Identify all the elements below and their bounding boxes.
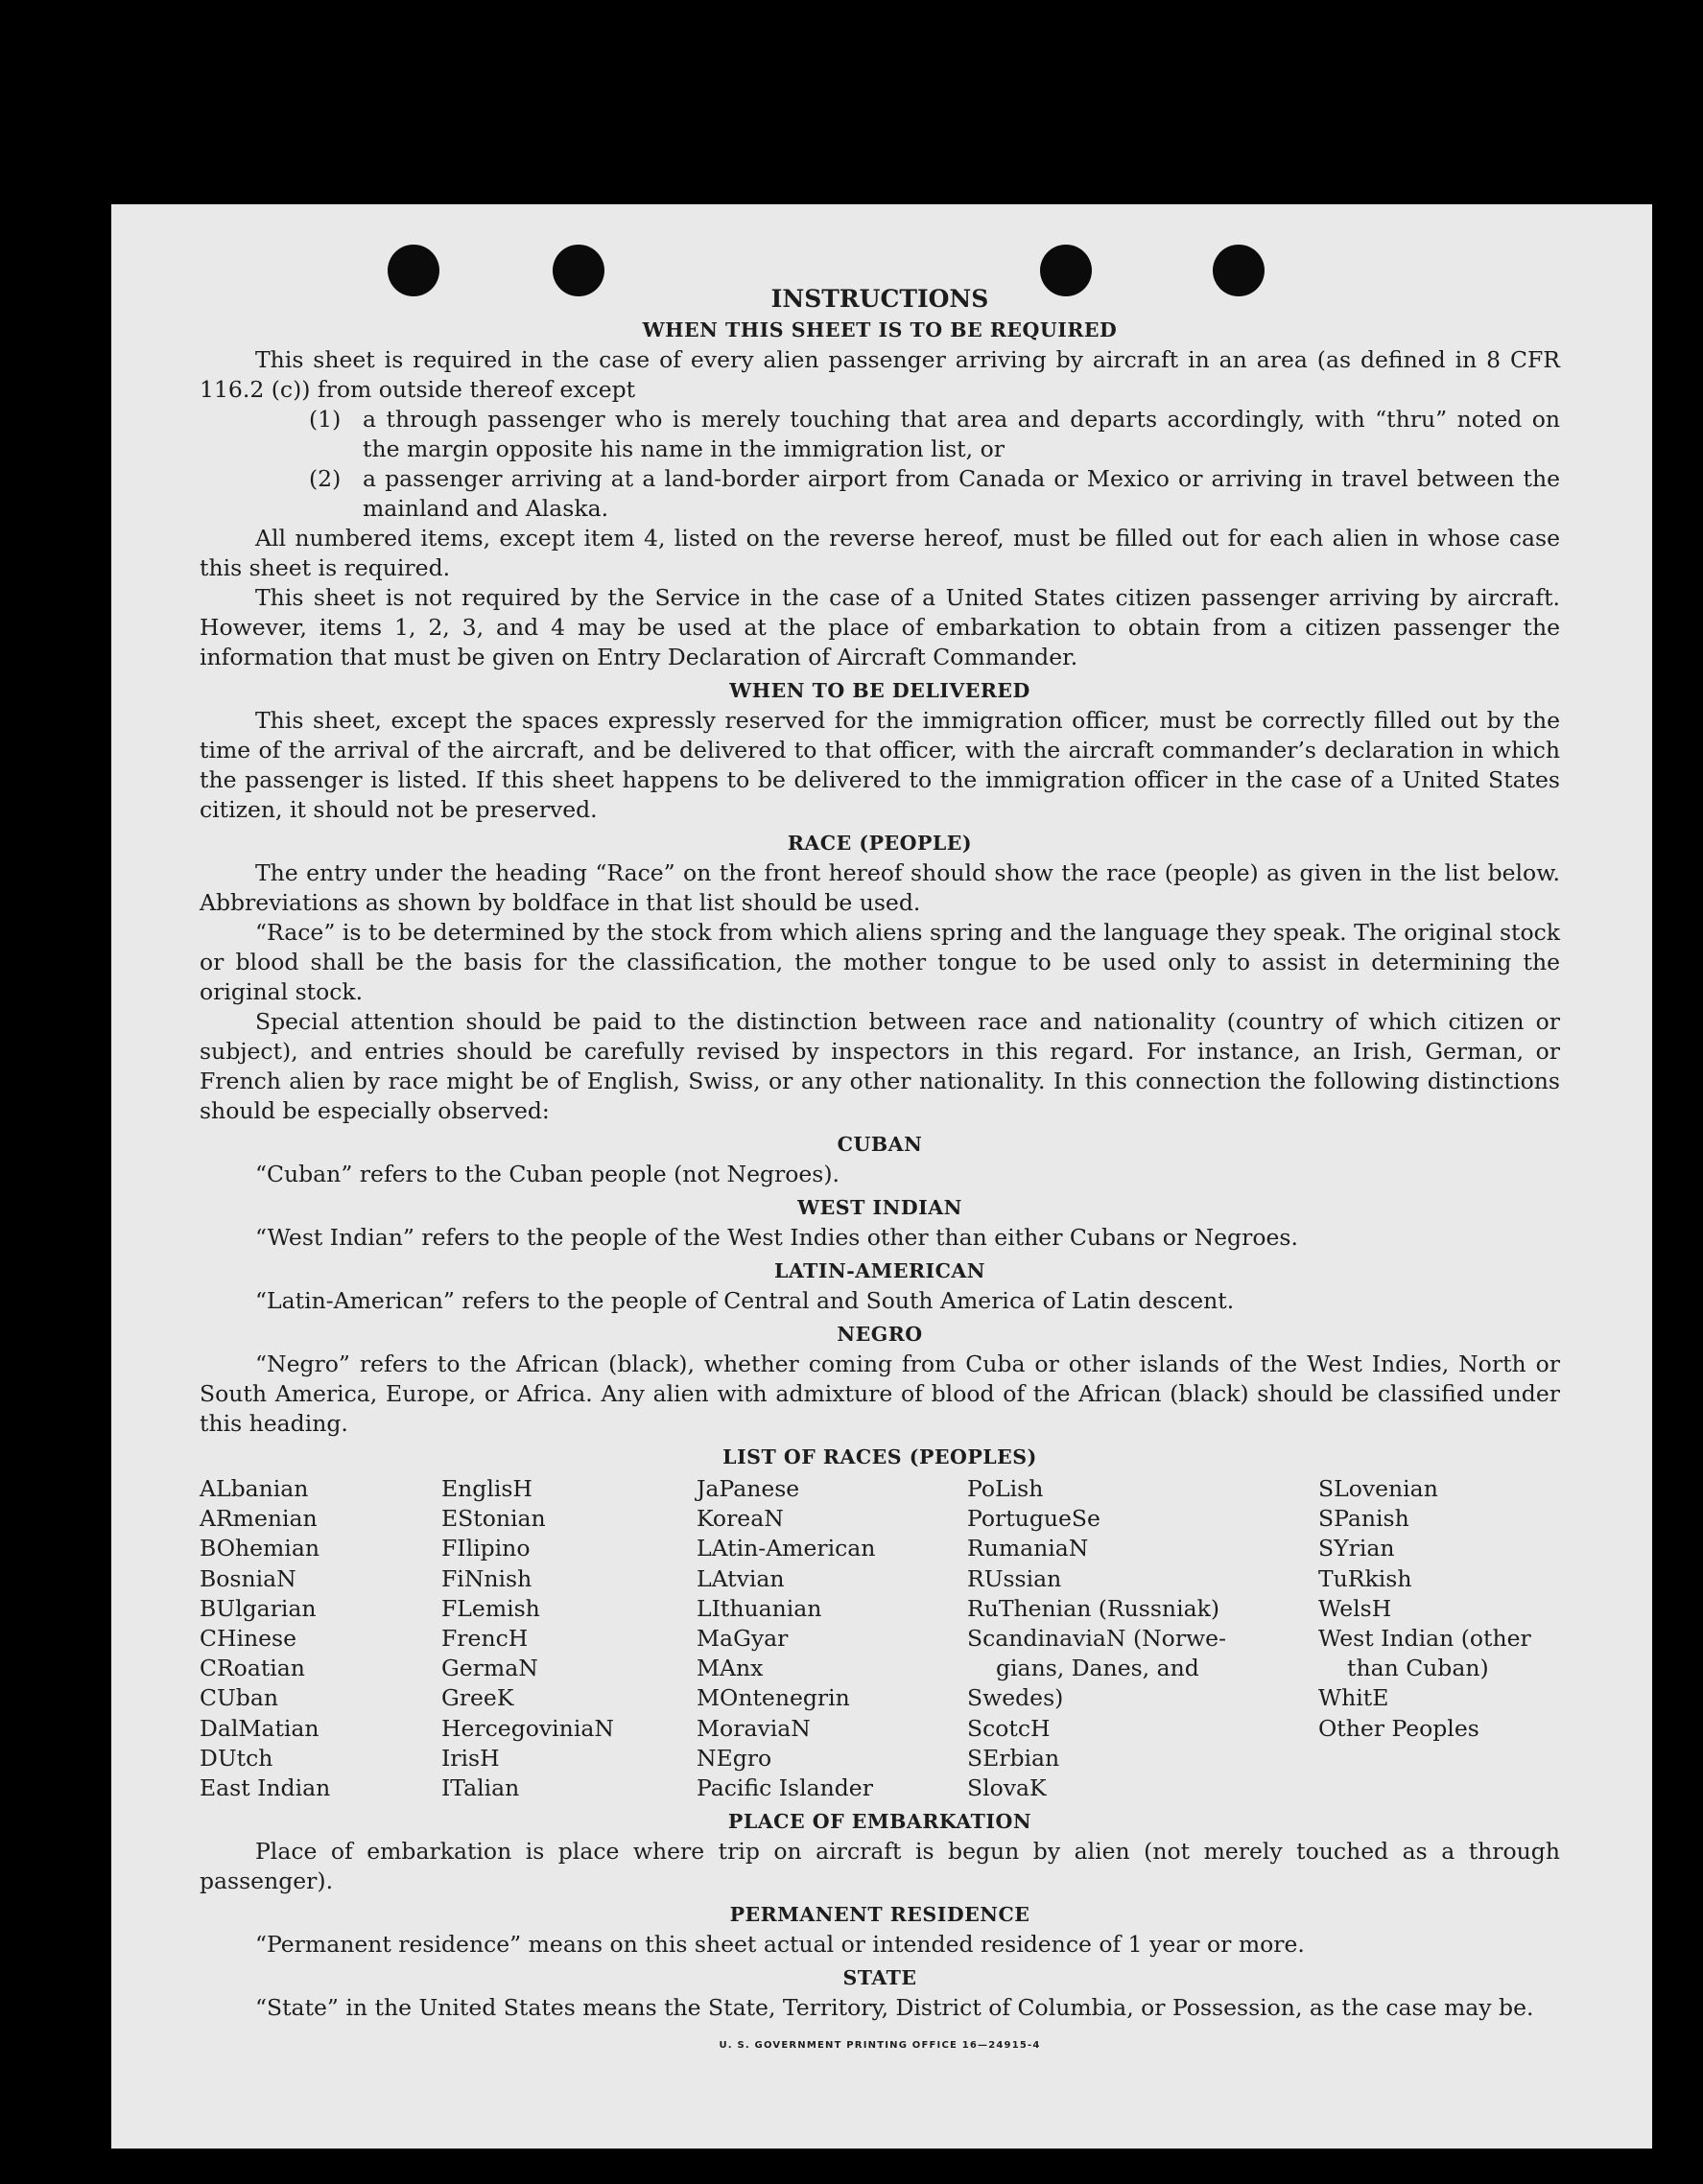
paragraph: This sheet is required in the case of every alien passenger arriving by aircraft in an area (as defined in 8 CFR 116.2 (c)) from outside thereof except	[200, 346, 1560, 403]
race-entry: EnglisH	[441, 1475, 532, 1502]
race-entry: SlovaK	[967, 1774, 1047, 1802]
race-entry: RumaniaN	[967, 1535, 1089, 1562]
paragraph: “State” in the United States means the State, Territory, District of Columbia, or Possession, as the case may be.	[255, 1994, 1534, 2022]
race-entry: CHinese	[200, 1625, 296, 1653]
paragraph: “West Indian” refers to the people of the West Indies other than either Cubans or Negroes.	[255, 1224, 1298, 1251]
race-entry: FiNnish	[441, 1564, 532, 1592]
paragraph: All numbered items, except item 4, listed on the reverse hereof, must be filled out for each alien in whose case this sheet is required.	[200, 525, 1560, 581]
race-entry: WhitE	[1318, 1684, 1389, 1712]
paragraph: “Cuban” refers to the Cuban people (not Negroes).	[255, 1161, 840, 1187]
exception-text: a passenger arriving at a land-border airport from Canada or Mexico or arriving in travel between the mainland and Alaska.	[363, 465, 1560, 522]
race-entry: MAnx	[697, 1655, 764, 1682]
document-body	[200, 283, 1560, 2060]
exception-item	[309, 405, 1560, 464]
race-entry: FrencH	[441, 1625, 529, 1653]
instruction-sheet	[111, 204, 1652, 2149]
race-entry: FIlipino	[441, 1535, 531, 1562]
races-column	[697, 1474, 967, 1803]
paragraph: “Permanent residence” means on this sheet actual or intended residence of 1 year or more.	[255, 1931, 1305, 1959]
races-column	[441, 1474, 697, 1803]
race-entry: ScandinaviaN (Norwe-	[967, 1625, 1227, 1653]
paragraph: This sheet is not required by the Service in the case of a United States citizen passenger arriving by aircraft. However, items 1, 2, 3, and 4 may be used at the place of embarkation to obtain from a citizen passenger the information that must be given on Entry Declaration of Aircraft Commander.	[200, 584, 1560, 670]
race-entry: IrisH	[441, 1744, 500, 1772]
race-entry: East Indian	[200, 1774, 331, 1802]
race-entry: NEgro	[697, 1744, 772, 1772]
race-entry: WelsH	[1318, 1594, 1392, 1622]
races-column	[200, 1474, 441, 1803]
race-entry: MOntenegrin	[697, 1684, 850, 1712]
section-heading-state: STATE	[842, 1966, 917, 1990]
race-entry: CRoatian	[200, 1655, 305, 1682]
subheading-west-indian: WEST INDIAN	[797, 1196, 962, 1219]
race-entry: Other Peoples	[1318, 1714, 1479, 1742]
race-entry: HercegoviniaN	[441, 1714, 614, 1742]
race-entry: DUtch	[200, 1744, 273, 1772]
exception-number: (2)	[309, 465, 342, 492]
race-entry: PoLish	[967, 1475, 1044, 1502]
race-entry: RuThenian (Russniak)	[967, 1594, 1219, 1622]
race-entry: CUban	[200, 1684, 278, 1712]
race-entry: LAtvian	[697, 1564, 785, 1592]
race-entry: BosniaN	[200, 1564, 296, 1592]
race-entry: KoreaN	[697, 1505, 784, 1533]
race-entry: ScotcH	[967, 1714, 1051, 1742]
exception-number: (1)	[309, 406, 342, 433]
race-entry: LIthuanian	[697, 1594, 822, 1622]
race-entry: SErbian	[967, 1744, 1060, 1772]
race-entry: DalMatian	[200, 1714, 319, 1742]
race-entry: PortugueSe	[967, 1505, 1100, 1533]
subheading-cuban: CUBAN	[837, 1133, 923, 1156]
exception-text: a through passenger who is merely touching that area and departs accordingly, with “thru” noted on the margin opposite his name in the immigration list, or	[363, 406, 1560, 462]
printer-imprint: U. S. GOVERNMENT PRINTING OFFICE 16—24915-4	[719, 2040, 1041, 2052]
race-entry: Pacific Islander	[697, 1774, 873, 1802]
race-entry: EStonian	[441, 1505, 546, 1533]
section-heading-required: WHEN THIS SHEET IS TO BE REQUIRED	[642, 318, 1118, 341]
race-entry: SLovenian	[1318, 1475, 1438, 1502]
section-heading-delivered: WHEN TO BE DELIVERED	[729, 679, 1030, 702]
race-entry: ITalian	[441, 1774, 520, 1802]
paragraph: “Race” is to be determined by the stock from which aliens spring and the language they speak. The original stock or blood shall be the basis for the classification, the mother tongue to be used only to assist in determining the original stock.	[200, 919, 1560, 1005]
races-column	[967, 1474, 1318, 1803]
races-column	[1318, 1474, 1560, 1803]
race-entry: SPanish	[1318, 1505, 1409, 1533]
race-entry: LAtin-American	[697, 1535, 876, 1562]
paragraph: Special attention should be paid to the distinction between race and nationality (country of which citizen or subject), and entries should be carefully revised by inspectors in this regard. For instance, an Irish, German, or French alien by race might be of English, Swiss, or any other nationality. In this connection the following distinctions should be especially observed:	[200, 1008, 1560, 1124]
subheading-latin-american: LATIN-AMERICAN	[773, 1259, 986, 1282]
paragraph: The entry under the heading “Race” on the front hereof should show the race (people) as given in the list below. Abbreviations as shown by boldface in that list should be used.	[200, 859, 1560, 916]
section-heading-embarkation: PLACE OF EMBARKATION	[727, 1810, 1032, 1834]
race-entry: West Indian (other	[1318, 1625, 1531, 1653]
paragraph: This sheet, except the spaces expressly reserved for the immigration officer, must be correctly filled out by the time of the arrival of the aircraft, and be delivered to that officer, with the aircraft commander’s declaration in which the passenger is listed. If this sheet happens to be delivered to the immigration officer in the case of a United States citizen, it should not be preserved.	[200, 707, 1560, 823]
races-list-heading: LIST OF RACES (PEOPLES)	[722, 1445, 1037, 1468]
race-entry: RUssian	[967, 1564, 1062, 1592]
race-entry: TuRkish	[1318, 1564, 1412, 1592]
paragraph: Place of embarkation is place where trip on aircraft is begun by alien (not merely touched as a through passenger).	[200, 1838, 1560, 1895]
race-entry: GermaN	[441, 1655, 538, 1682]
race-entry: ARmenian	[200, 1505, 318, 1533]
document-title: INSTRUCTIONS	[770, 285, 989, 313]
race-entry: Swedes)	[967, 1684, 1064, 1712]
section-heading-race: RACE (PEOPLE)	[787, 832, 973, 855]
race-entry: SYrian	[1318, 1535, 1395, 1562]
race-entry: JaPanese	[697, 1475, 800, 1502]
paragraph: “Latin-American” refers to the people of Central and South America of Latin descent.	[255, 1287, 1235, 1314]
race-entry: GreeK	[441, 1684, 514, 1712]
race-entry: gians, Danes, and	[996, 1655, 1199, 1682]
race-entry: BOhemian	[200, 1535, 319, 1562]
race-entry: FLemish	[441, 1594, 540, 1622]
race-entry: ALbanian	[200, 1475, 309, 1502]
subheading-negro: NEGRO	[837, 1323, 923, 1346]
race-entry: BUlgarian	[200, 1594, 317, 1622]
paragraph: “Negro” refers to the African (black), whether coming from Cuba or other islands of the West Indies, North or South America, Europe, or Africa. Any alien with admixture of blood of the African (black) should be classified under this heading.	[200, 1350, 1560, 1437]
race-entry: MoraviaN	[697, 1714, 811, 1742]
races-list	[200, 1474, 1560, 1803]
section-heading-residence: PERMANENT RESIDENCE	[729, 1903, 1030, 1927]
race-entry: MaGyar	[697, 1625, 789, 1653]
race-entry: than Cuban)	[1347, 1655, 1489, 1682]
exception-item	[309, 464, 1560, 524]
